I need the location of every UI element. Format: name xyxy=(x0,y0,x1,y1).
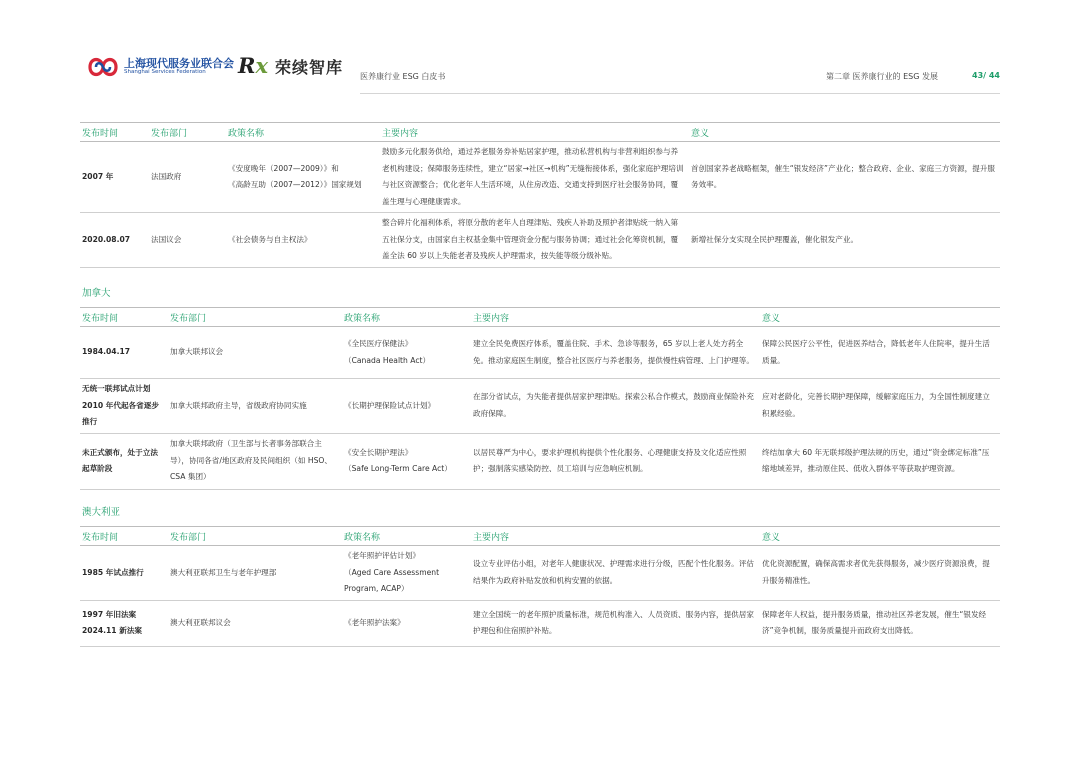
table-header-row xyxy=(80,308,1000,327)
policy-name-line: 《安度晚年（2007—2009）》和 xyxy=(228,163,339,173)
col-header-dept: 发布部门 xyxy=(168,308,342,327)
policy-name-line: 《社会债务与自主权法》 xyxy=(228,234,312,244)
cell-time: 无统一联邦试点计划 2010 年代起各省逐步推行 xyxy=(80,379,168,434)
australia-policy-table xyxy=(80,526,1000,647)
cell-dept: 法国议会 xyxy=(149,213,226,268)
cell-content: 整合碎片化福利体系，将原分散的老年人自理津贴、残疾人补助及照护者津贴统一纳入第五社保分支，由国家自主权基金集中管理资金分配与服务协调；通过社会化筹资机制，覆盖全法 60 岁以上失能老者及残疾人护理需求，按失能等级分级补贴。 xyxy=(380,213,689,268)
policy-name-line: 《长期护理保险试点计划》 xyxy=(344,400,436,410)
col-header-significance: 意义 xyxy=(760,308,1000,327)
cell-content: 建立全民免费医疗体系，覆盖住院、手术、急诊等服务，65 岁以上老人处方药全免。推动家庭医生制度，整合社区医疗与养老服务，提供慢性病管理、上门护理等。 xyxy=(471,327,760,379)
cell-dept: 法国政府 xyxy=(149,142,226,213)
cell-policy-name xyxy=(342,327,471,379)
col-header-name: 政策名称 xyxy=(342,308,471,327)
col-header-significance: 意义 xyxy=(689,123,1000,142)
header-divider xyxy=(360,93,1000,94)
table-row xyxy=(80,600,1000,646)
policy-name-line: 《安全长期护理法》 xyxy=(344,447,413,457)
cell-significance: 保障公民医疗公平性，促进医养结合，降低老年人住院率，提升生活质量。 xyxy=(760,327,1000,379)
federation-name-en: Shanghai Services Federation xyxy=(124,69,206,75)
cell-policy-name xyxy=(226,213,380,268)
federation-name-cn: 上海现代服务业联合会 xyxy=(124,57,234,70)
policy-name-line: 《老年照护法案》 xyxy=(344,617,405,627)
table-header-row xyxy=(80,123,1000,142)
col-header-name: 政策名称 xyxy=(226,123,380,142)
cell-policy-name xyxy=(342,379,471,434)
cell-time: 2020.08.07 xyxy=(80,213,149,268)
cell-dept: 加拿大联邦议会 xyxy=(168,327,342,379)
cell-dept: 加拿大联邦政府主导，省级政府协同实施 xyxy=(168,379,342,434)
cell-policy-name xyxy=(342,600,471,646)
cell-significance: 优化资源配置，确保高需求者优先获得服务，减少医疗资源浪费，提升服务精准性。 xyxy=(760,546,1000,601)
col-header-time: 发布时间 xyxy=(80,527,168,546)
cell-content: 建立全国统一的老年照护质量标准，规范机构准入、人员资质、服务内容，提供居家护理包和住宿照护补贴。 xyxy=(471,600,760,646)
section-title-australia: 澳大利亚 xyxy=(82,507,121,518)
policy-name-line: （Canada Health Act） xyxy=(344,355,431,365)
cell-significance: 应对老龄化，完善长期护理保障，缓解家庭压力，为全国性制度建立积累经验。 xyxy=(760,379,1000,434)
cell-time: 1984.04.17 xyxy=(80,327,168,379)
canada-policy-table xyxy=(80,307,1000,490)
cell-content: 鼓励多元化服务供给，通过养老服务券补贴居家护理，推动私营机构与非营利组织参与养老机构建设；保障服务连续性，建立“居家→社区→机构”无缝衔接体系，强化家庭护理培训与社区资源整合；优化老年人生活环境，从住房改造、交通支持到医疗社会服务协同，覆盖生理与心理健康需求。 xyxy=(380,142,689,213)
cell-significance: 终结加拿大 60 年无联邦级护理法规的历史，通过“资金绑定标准”压缩地域差异，推动原住民、低收入群体平等获取护理资源。 xyxy=(760,433,1000,489)
col-header-content: 主要内容 xyxy=(471,308,760,327)
chapter-title: 第二章 医养康行业的 ESG 发展 xyxy=(826,72,938,81)
page-header xyxy=(0,0,1080,100)
think-tank-name: 荣续智库 xyxy=(275,58,344,77)
cell-significance: 保障老年人权益，提升服务质量，推动社区养老发展，催生“银发经济”竞争机制，服务质量提升而政府支出降低。 xyxy=(760,600,1000,646)
think-tank-logo xyxy=(238,53,358,79)
section-title-canada: 加拿大 xyxy=(82,288,111,299)
cell-dept: 澳大利亚联邦议会 xyxy=(168,600,342,646)
table-row xyxy=(80,142,1000,213)
policy-name-line: （Safe Long-Term Care Act） xyxy=(344,464,452,473)
cell-content: 在部分省试点，为失能者提供居家护理津贴。探索公私合作模式，鼓励商业保险补充政府保障。 xyxy=(471,379,760,434)
cell-policy-name xyxy=(342,433,471,489)
col-header-time: 发布时间 xyxy=(80,123,149,142)
cell-policy-name xyxy=(226,142,380,213)
cell-significance: 新增社保分支实现全民护理覆盖，催化银发产业。 xyxy=(689,213,1000,268)
table-row xyxy=(80,546,1000,601)
page-number: 43/ 44 xyxy=(972,71,1000,80)
cell-policy-name xyxy=(342,546,471,601)
table-row xyxy=(80,379,1000,434)
rx-mark-icon: Rx xyxy=(238,53,268,78)
col-header-time: 发布时间 xyxy=(80,308,168,327)
col-header-name: 政策名称 xyxy=(342,527,471,546)
cell-time: 未正式颁布，处于立法起草阶段 xyxy=(80,433,168,489)
cell-dept: 加拿大联邦政府（卫生部与长者事务部联合主导），协同各省/地区政府及民间组织（如 HSO、CSA 集团） xyxy=(168,433,342,489)
cell-content: 以居民尊严为中心，要求护理机构提供个性化服务、心理健康支持及文化适应性照护；强制落实感染防控、员工培训与应急响应机制。 xyxy=(471,433,760,489)
cell-dept: 澳大利亚联邦卫生与老年护理部 xyxy=(168,546,342,601)
federation-logo xyxy=(86,54,234,80)
cell-time xyxy=(80,600,168,646)
france-policy-table xyxy=(80,122,1000,268)
cell-content: 设立专业评估小组，对老年人健康状况、护理需求进行分级，匹配个性化服务。评估结果作为政府补贴发放和机构安置的依据。 xyxy=(471,546,760,601)
col-header-content: 主要内容 xyxy=(471,527,760,546)
cell-time: 1985 年试点推行 xyxy=(80,546,168,601)
table-row xyxy=(80,213,1000,268)
col-header-dept: 发布部门 xyxy=(149,123,226,142)
cell-significance: 首创国家养老战略框架，催生“银发经济”产业化；整合政府、企业、家庭三方资源，提升服务效率。 xyxy=(689,142,1000,213)
policy-name-line: （Aged Care Assessment Program, ACAP） xyxy=(344,567,440,593)
table-row xyxy=(80,327,1000,379)
col-header-significance: 意义 xyxy=(760,527,1000,546)
federation-emblem-icon xyxy=(86,54,120,80)
document-title: 医养康行业 ESG 白皮书 xyxy=(360,72,446,81)
policy-name-line: 《全民医疗保健法》 xyxy=(344,339,413,348)
policy-name-line: 《高龄互助（2007—2012）》国家规划 xyxy=(228,180,362,189)
time-line: 1997 年旧法案 xyxy=(82,609,137,619)
time-line: 2024.11 新法案 xyxy=(82,626,143,635)
col-header-dept: 发布部门 xyxy=(168,527,342,546)
policy-name-line: 《老年照护评估计划》 xyxy=(344,551,420,560)
col-header-content: 主要内容 xyxy=(380,123,689,142)
cell-time: 2007 年 xyxy=(80,142,149,213)
table-row xyxy=(80,433,1000,489)
table-header-row xyxy=(80,527,1000,546)
